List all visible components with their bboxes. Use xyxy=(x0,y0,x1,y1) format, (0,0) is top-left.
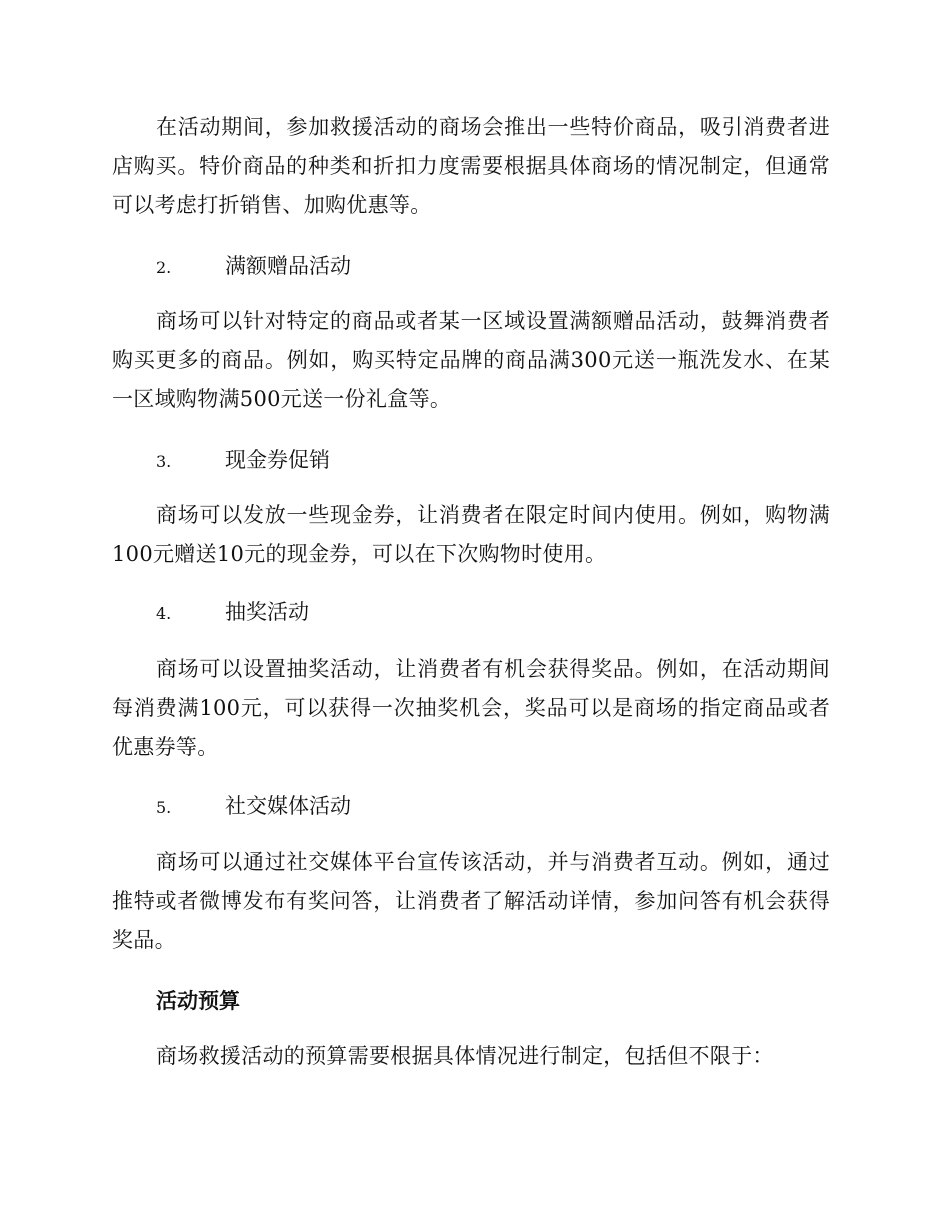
list-item-2 xyxy=(156,247,351,287)
list-number: 4. xyxy=(156,604,172,623)
list-item-title: 现金券促销 xyxy=(225,448,330,472)
list-item-title: 抽奖活动 xyxy=(225,600,309,624)
list-item-title: 满额赠品活动 xyxy=(225,254,351,278)
list-item-title: 社交媒体活动 xyxy=(225,794,351,818)
list-number: 3. xyxy=(156,452,172,471)
paragraph-gift-promotion: 商场可以针对特定的商品或者某一区域设置满额赠品活动，鼓舞消费者购买更多的商品。例如，购买特定品牌的商品满300元送一瓶洗发水、在某一区域购物满500元送一份礼盒等。 xyxy=(112,309,830,411)
section-heading-budget: 活动预算 xyxy=(156,989,240,1013)
list-item-4 xyxy=(156,593,309,633)
paragraph-special-offers: 在活动期间，参加救援活动的商场会推出一些特价商品，吸引消费者进店购买。特价商品的种类和折扣力度需要根据具体商场的情况制定，但通常可以考虑打折销售、加购优惠等。 xyxy=(112,115,830,217)
list-number: 5. xyxy=(156,798,172,817)
paragraph-cash-coupon: 商场可以发放一些现金券，让消费者在限定时间内使用。例如，购物满100元赠送10元的现金券，可以在下次购物时使用。 xyxy=(112,503,830,566)
paragraph-social-media: 商场可以通过社交媒体平台宣传该活动，并与消费者互动。例如，通过推特或者微博发布有奖问答，让消费者了解活动详情，参加问答有机会获得奖品。 xyxy=(112,850,830,952)
paragraph-budget: 商场救援活动的预算需要根据具体情况进行制定，包括但不限于： xyxy=(156,1044,774,1068)
paragraph-lottery: 商场可以设置抽奖活动，让消费者有机会获得奖品。例如，在活动期间每消费满100元，可以获得一次抽奖机会，奖品可以是商场的指定商品或者优惠券等。 xyxy=(112,657,830,759)
list-number: 2. xyxy=(156,258,172,277)
list-item-5 xyxy=(156,787,351,827)
list-item-3 xyxy=(156,441,330,481)
